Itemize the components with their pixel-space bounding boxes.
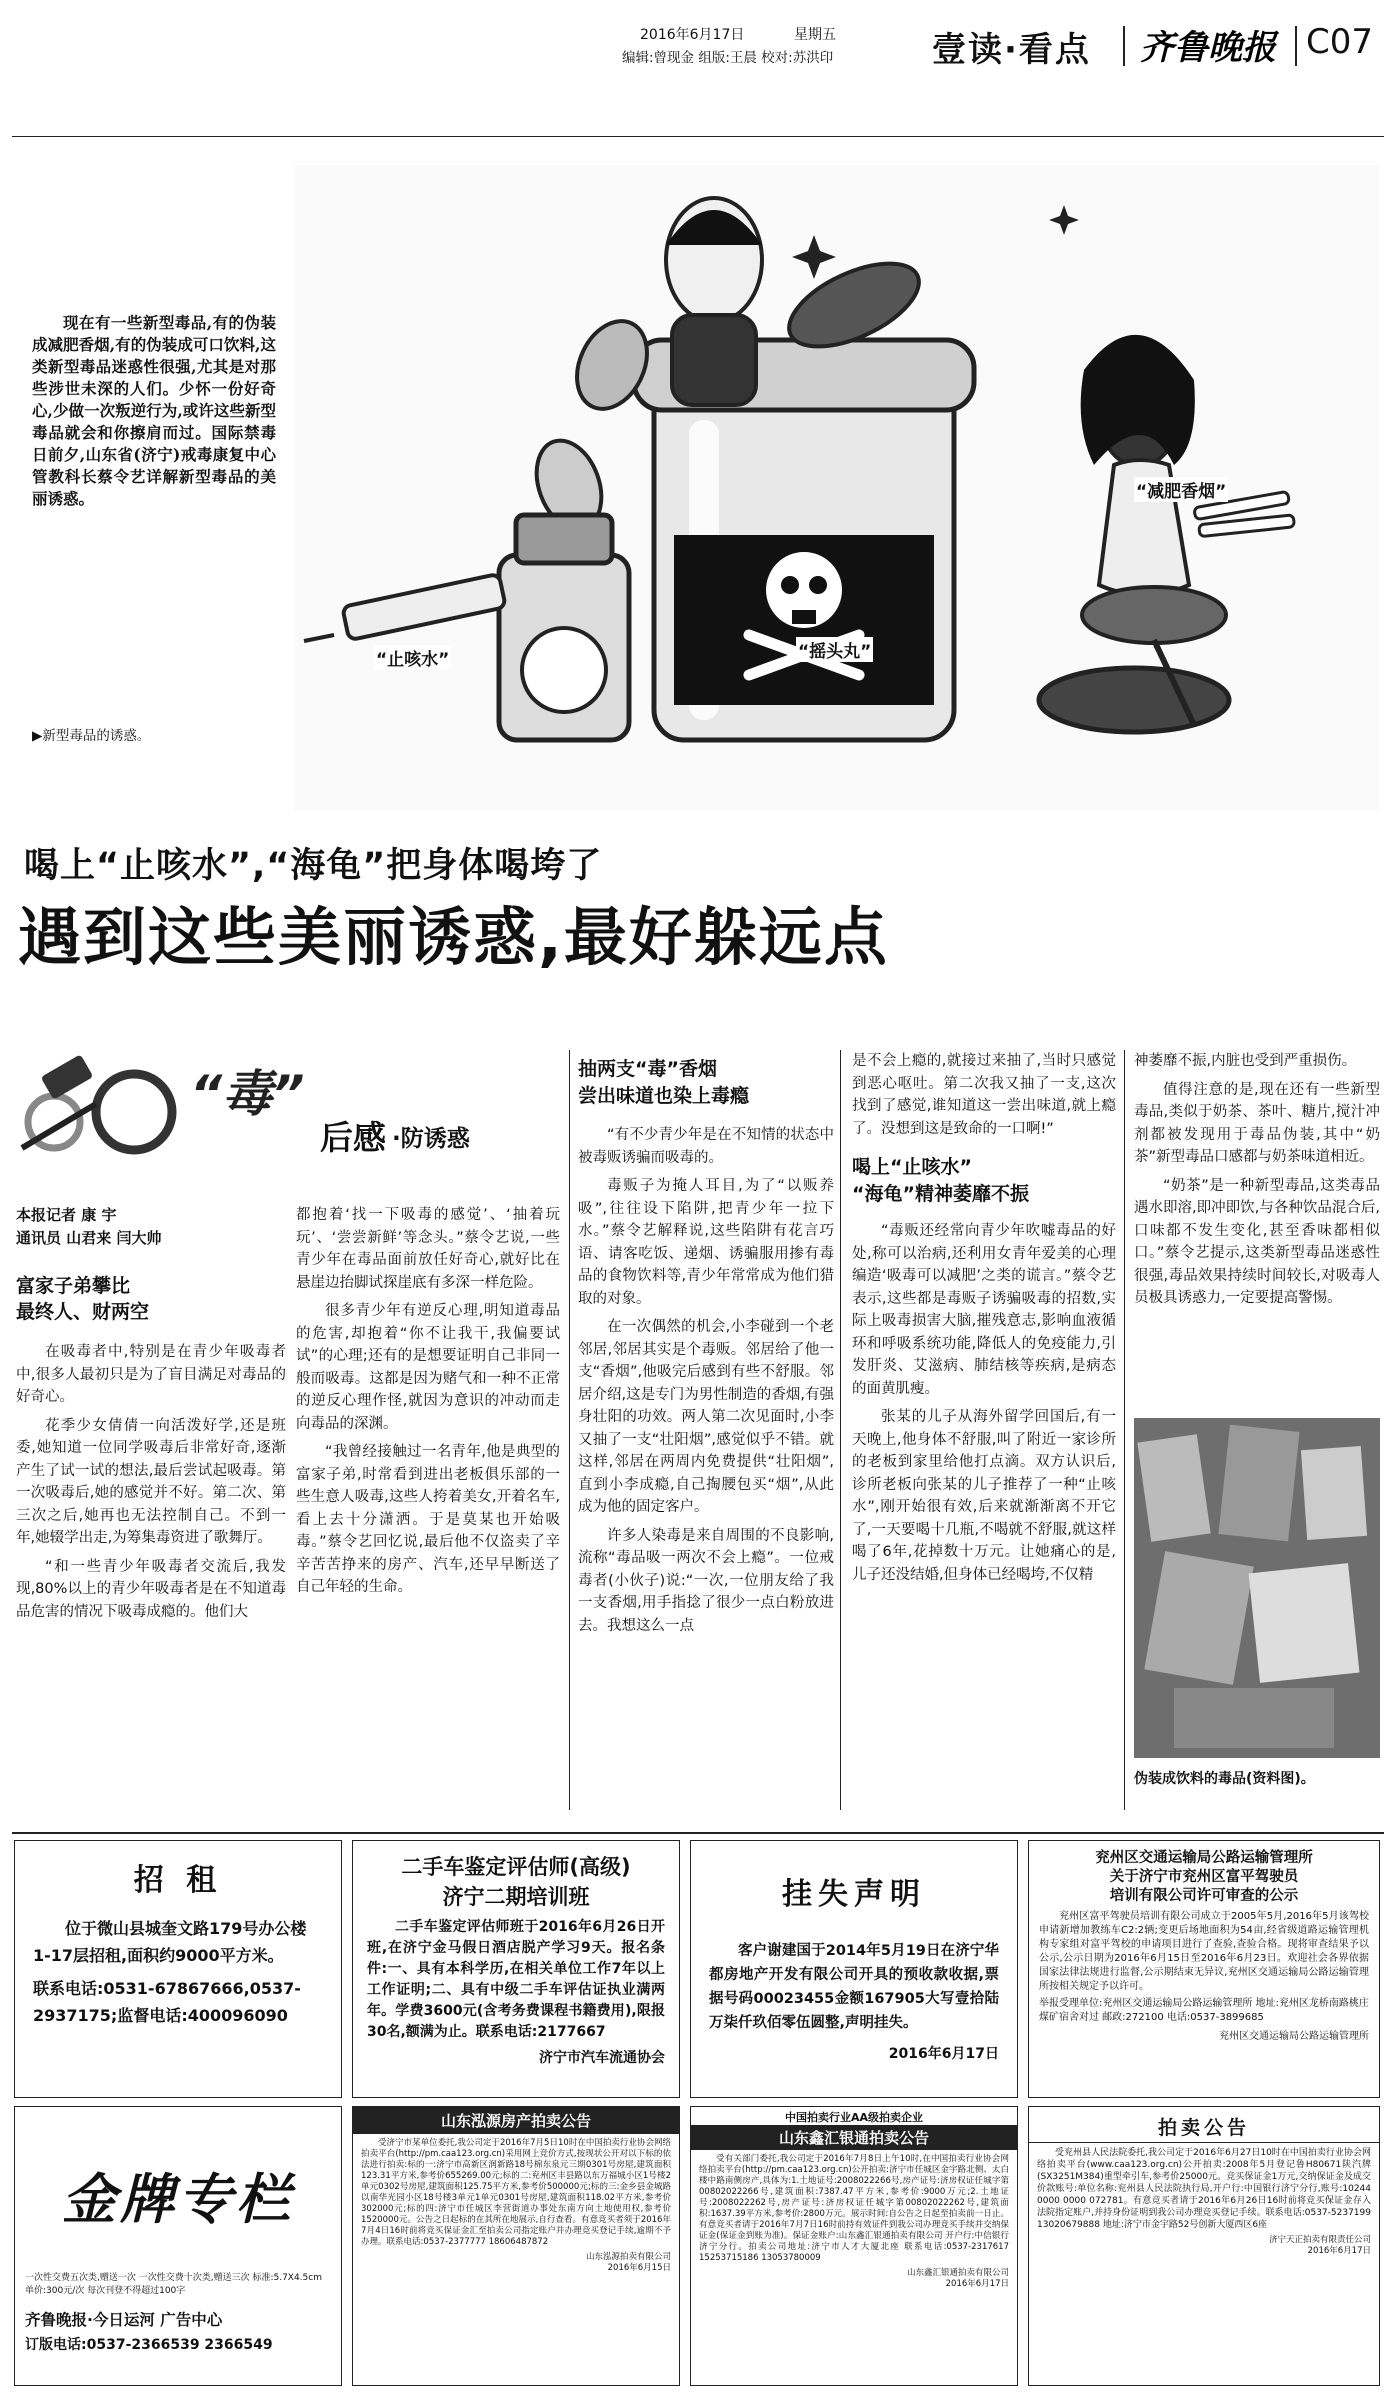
ad-gold-phone: 订版电话:0537-2366539 2366549	[25, 2337, 273, 2353]
ad-xinhui-title-small: 中国拍卖行业AA级拍卖企业	[784, 2111, 924, 2124]
column-divider	[569, 1050, 570, 1810]
subhead-3-line1: 喝上“止咳水”	[852, 1156, 972, 1178]
ad-license-title1: 兖州区交通运输局公路运输管理所	[1095, 1850, 1313, 1866]
ad-license-title2: 关于济宁市兖州区富平驾驶员	[1109, 1869, 1299, 1885]
article-column-3	[578, 1056, 834, 1637]
ad-loss-notice	[690, 1840, 1018, 2098]
paragraph: 很多青少年有逆反心理,明知道毒品的危害,却抱着“你不让我干,我偏要试试”的心理;还有的是想要证明自己非同一般而吸毒。这都是因为赌气和一种不正常的逆反心理作怪,就因为意识的冲动而走向毒品的深渊。	[296, 1303, 560, 1432]
ad-hongyuan-title: 山东泓源房产拍卖公告	[353, 2107, 679, 2134]
subhead-2-line2: 尝出味道也染上毒瘾	[578, 1085, 750, 1107]
column-divider	[1124, 1050, 1125, 1810]
article-column-2	[296, 1204, 560, 1599]
column-logo	[14, 1052, 554, 1172]
headline-kicker: 喝上“止咳水”,“海龟”把身体喝垮了	[24, 846, 603, 886]
ad-tianzheng-date: 2016年6月17日	[1307, 2246, 1371, 2256]
paragraph: 在吸毒者中,特别是在青少年吸毒者中,很多人最初只是为了盲目满足对毒品的好奇心。	[16, 1344, 286, 1405]
header-weekday: 星期五	[794, 27, 836, 43]
paragraph: 花季少女倩倩一向活泼好学,还是班委,她知道一位同学吸毒后非常好奇,逐渐产生了试一试的想法,最后尝试起吸毒。第一次吸毒后,她的感觉并不好。第二次、第三次之后,她再也无法控制自己。不到一年,她辍学出走,为筹集毒资进了歌舞厅。	[16, 1417, 286, 1546]
ad-gold-note: 一次性交费五次类,赠送一次 一次性交费十次类,赠送三次 标准:5.7X4.5cm 单价:300元/次 每次刊登不得超过100字	[25, 2273, 322, 2296]
label-diet-cigarette: “减肥香烟”	[1134, 477, 1228, 502]
header	[0, 0, 1395, 80]
headline-title: 遇到这些美丽诱惑,最好躲远点	[18, 901, 889, 974]
ad-xinhui-date: 2016年6月17日	[945, 2279, 1009, 2289]
paragraph: 张某的儿子从海外留学回国后,有一天晚上,他身体不舒服,叫了附近一家诊所的老板到家里给他打点滴。双方认识后,诊所老板向张某的儿子推荐了一种“止咳水”,刚开始很有效,后来就渐渐离不开它了,一天要喝十几瓶,不喝就不舒服,就这样喝了6年,花掉数十万元。让她痛心的是,儿子还没结婚,但身体已经喝垮,不仅精	[852, 1409, 1116, 1583]
ad-gold-column	[14, 2106, 342, 2386]
handcuffs-icon	[14, 1052, 184, 1172]
ad-license-body: 兖州区富平驾驶员培训有限公司成立于2005年5月,2016年5月该驾校申请新增加教练车C2:2辆;变更后场地面积为54亩,经省级道路运输管理机构专家组对富平驾校的申请项目进行了查验,查验合格。现将审查结果予以公示,公示日期为2016年6月15日至2016年6月23日。欢迎社会各界依据国家法律法规进行监督,公示期结束无异议,兖州区交通运输局公路运输管理所按相关规定予以许可。	[1039, 1911, 1369, 1992]
ad-training	[352, 1840, 680, 2098]
subhead-3-line2: “海龟”精神萎靡不振	[852, 1183, 1029, 1205]
subhead-1-line1: 富家子弟攀比	[16, 1275, 131, 1297]
ad-training-title2: 济宁二期培训班	[442, 1885, 590, 1909]
paragraph: 毒贩子为掩人耳目,为了“以贩养吸”,往往设下陷阱,把青少年一拉下水。”蔡令艺解释说,这些陷阱有花言巧语、请客吃饭、递烟、诱骗服用掺有毒品的食物饮料等,青少年常常成为他们猎取的对象。	[578, 1178, 834, 1307]
header-rule	[12, 136, 1384, 137]
paragraph: 许多人染毒是来自周围的不良影响,流称“毒品吸一两次不会上瘾”。一位戒毒者(小伙子)说:“一次,一位朋友给了我一支香烟,用手指捻了很少一点白粉放进去。我想这么一点	[578, 1527, 834, 1634]
column-logo-main: “毒”	[190, 1065, 305, 1123]
header-divider-2	[1295, 26, 1297, 66]
ads-top-rule	[12, 1832, 1384, 1834]
intro-text: 现在有一些新型毒品,有的伪装成减肥香烟,有的伪装成可口饮料,这类新型毒品迷惑性很强,尤其是对那些涉世未深的人们。少怀一份好奇心,少做一次叛逆行为,或许这些新型毒品就会和你擦肩而过。国际禁毒日前夕,山东省(济宁)戒毒康复中心管教科长蔡令艺详解新型毒品的美丽诱惑。	[32, 313, 276, 508]
paragraph: 都抱着‘找一下吸毒的感觉’、‘抽着玩玩’、‘尝尝新鲜’等念头。”蔡令艺说,一些青少年在毒品面前放任好奇心,就好比在悬崖边抬脚试探崖底有多深一样危险。	[296, 1207, 560, 1291]
column-logo-tail: ·防诱惑	[392, 1126, 470, 1152]
byline-correspondent: 通讯员 山君来 闫大帅	[16, 1228, 162, 1247]
ad-tianzheng-title: 拍卖公告	[1029, 2107, 1379, 2143]
ad-gold-org: 齐鲁晚报·今日运河 广告中心	[25, 2311, 223, 2329]
paragraph: “有不少青少年是在不知情的状态中被毒贩诱骗而吸毒的。	[578, 1127, 834, 1166]
article-column-1	[16, 1204, 286, 1623]
article-column-5	[1134, 1050, 1380, 1310]
ad-training-title1: 二手车鉴定评估师(高级)	[401, 1855, 631, 1879]
ad-loss-title: 挂失声明	[782, 1877, 926, 1912]
header-divider-1	[1123, 26, 1125, 66]
paragraph: “奶茶”是一种新型毒品,这类毒品遇水即溶,即冲即饮,与各种饮品混合后,口味都不发生变化,甚至香味都相似口。”蔡令艺提示,这类新型毒品迷惑性很强,毒品效果持续时间较长,对吸毒人员极具诱惑力,一定要提高警惕。	[1134, 1177, 1380, 1306]
paper-logo: 齐鲁晚报	[1140, 28, 1276, 68]
ad-xinhui-org: 山东鑫汇银通拍卖有限公司	[906, 2268, 1009, 2278]
paragraph: “和一些青少年吸毒者交流后,我发现,80%以上的青少年吸毒者是在不知道毒品危害的情况下吸毒成瘾的。他们大	[16, 1558, 286, 1620]
ad-hongyuan-org: 山东泓源拍卖有限公司	[585, 2252, 671, 2262]
header-date: 2016年6月17日	[640, 27, 745, 43]
paragraph: 在一次偶然的机会,小李碰到一个老邻居,邻居其实是个毒贩。邻居给了他一支“香烟”,他吸完后感到有些不舒服。邻居介绍,这是专门为男性制造的香烟,有强身壮阳的功效。两人第二次见面时,小李又抽了一支“壮阳烟”,感觉似乎不错。就这样,邻居在两周内免费提供“壮阳烟”,直到小李成瘾,自己掏腰包买“烟”,从此成为他的固定客户。	[578, 1319, 834, 1515]
paragraph: 是不会上瘾的,就接过来抽了,当时只感觉到恶心呕吐。第二次我又抽了一支,这次找到了感觉,谁知道这一尝出味道,就上瘾了。没想到这是致命的一口啊!”	[852, 1053, 1116, 1137]
photo-drawing	[1134, 1418, 1380, 1758]
ad-hongyuan-date: 2016年6月15日	[607, 2263, 671, 2273]
label-cough-syrup: “止咳水”	[374, 645, 451, 670]
paragraph: “我曾经接触过一名青年,他是典型的富家子弟,时常看到进出老板俱乐部的一些生意人吸毒,这些人挎着美女,开着名车,看上去十分潇洒。于是莫某也开始吸毒。”蔡令艺回忆说,最后他不仅盗卖了辛辛苦苦挣来的房产、汽车,还早早断送了自己年轻的生命。	[296, 1444, 560, 1595]
ad-rental	[14, 1840, 342, 2098]
ad-tianzheng-auction	[1028, 2106, 1380, 2386]
ad-loss-body: 客户谢建国于2014年5月19日在济宁华都房地产开发有限公司开具的预收款收据,票据号码00023455金额167905大写壹拾陆万柒仟玖佰零伍圆整,声明挂失。	[709, 1943, 999, 2031]
page-number: C07	[1306, 22, 1374, 62]
main-illustration	[294, 165, 1379, 810]
ad-rental-body: 位于微山县城奎文路179号办公楼1-17层招租,面积约9000平方米。	[33, 1919, 307, 1965]
ad-tianzheng-org: 济宁天正拍卖有限责任公司	[1268, 2235, 1371, 2245]
section-name: 壹读·看点	[932, 30, 1091, 70]
ad-license-notice	[1028, 1840, 1380, 2098]
ad-loss-date: 2016年6月17日	[888, 2046, 999, 2062]
ad-license-title3: 培训有限公司许可审查的公示	[1109, 1888, 1299, 1904]
byline-reporter: 本报记者 康 宇	[16, 1206, 117, 1224]
ad-training-org: 济宁市汽车流通协会	[539, 2050, 665, 2066]
ad-license-contact: 举报受理单位:兖州区交通运输局公路运输管理所 地址:兖州区龙桥南路桃庄煤矿宿舍对过 邮政:272100 电话:0537-3899685	[1039, 1998, 1369, 2023]
ad-rental-contact: 联系电话:0531-67867666,0537-2937175;监督电话:400096090	[33, 1979, 301, 2025]
ad-tianzheng-body: 受兖州县人民法院委托,我公司定于2016年6月27日10时在中国拍卖行业协会网络拍卖平台(www.caa123.org.cn)公开拍卖:2008年5月登记鲁H80671陕汽牌(SX3251M384)重型牵引车,参考价25000元。竞买保证金1万元,交纳保证金及成交价款账号:单位名称:兖州县人民法院执行局,开户行:中国银行济宁分行,账号:10244 0000 0000 072781。有意竞买者请于2016年6月26日16时前将竞买保证金存入法院指定账户,并持身份证明到我公司办理竞买登记手续。联系电话:0537-5237199 13020679888 地址:济宁市金宇路52号创新大厦西区6座	[1037, 2148, 1371, 2230]
article-column-4	[852, 1050, 1116, 1586]
ad-gold-logo: 金牌专栏	[62, 2167, 294, 2231]
subhead-2-line1: 抽两支“毒”香烟	[578, 1058, 717, 1080]
label-ecstasy: “摇头丸”	[796, 637, 873, 662]
drug-drinks-photo	[1134, 1418, 1380, 1758]
ad-xinhui-title: 山东鑫汇银通拍卖公告	[691, 2125, 1017, 2150]
column-logo-sub: 后感	[320, 1118, 386, 1157]
photo-caption: 伪装成饮料的毒品(资料图)。	[1134, 1771, 1315, 1787]
paragraph: 神萎靡不振,内脏也受到严重损伤。	[1134, 1053, 1357, 1069]
ad-hongyuan-auction	[352, 2106, 680, 2386]
ad-hongyuan-body: 受济宁市某单位委托,我公司定于2016年7月5日10时在中国拍卖行业协会网络拍卖平台(http://pm.caa123.org.cn)采用网上竞价方式,按现状公开对以下标的依法进行拍卖:标的一:济宁市高新区润新路18号棉东泉元三期0301号房屋,建筑面积123.31平方米,参考价655269.00元;标的二:兖州区丰县路以东万福城小区1号楼2单元0302号房屋,建筑面积125.75平方米,参考价500000元;标的三:金乡县金城路以南华光园小区18号楼3单元1单元0301号房屋,建筑面积118.02平方米,参考价302000元;标的四:济宁市任城区李营街道办事处东南方向土地使用权,参考价1520000元。公告之日起标的在其所在地展示,自行查看。有意竞买者须于2016年7月4日16时前将竞买保证金汇至拍卖公司指定账户并办理竞买登记手续,逾期不予办理。联系电话:0537-2377777 18606487872	[361, 2138, 671, 2247]
subhead-1-line2: 最终人、财两空	[16, 1301, 150, 1323]
paragraph: 值得注意的是,现在还有一些新型毒品,类似于奶茶、茶叶、糖片,搅汁冲剂都被发现用于毒品伪装,其中“奶茶”新型毒品口感都与奶茶味道相近。	[1134, 1081, 1380, 1165]
ad-xinhui-auction	[690, 2106, 1018, 2386]
header-editors: 编辑:曾现金 组版:王晨 校对:苏洪印	[622, 50, 834, 66]
ad-training-body: 二手车鉴定评估师班于2016年6月26日开班,在济宁金马假日酒店脱产学习9天。报名条件:一、具有本科学历,在相关单位工作7年以上工作证明;二、具有中级二手车评估证执业满两年。学费3600元(含考务费课程书籍费用),限报30名,额满为止。联系电话:2177667	[367, 1919, 665, 2040]
paragraph: “毒贩还经常向青少年吹嘘毒品的好处,称可以治病,还利用女青年爱美的心理编造‘吸毒可以减肥’之类的谎言。”蔡令艺表示,这些都是毒贩子诱骗吸毒的招数,实际上吸毒损害大脑,摧残意志,影响血液循环和呼吸系统功能,降低人的免疫能力,引发肝炎、艾滋病、肺结核等疾病,是病态的面黄肌瘦。	[852, 1223, 1116, 1397]
column-divider	[840, 1050, 841, 1810]
ad-xinhui-body: 受有关部门委托,我公司定于2016年7月8日上午10时,在中国拍卖行业协会网络拍卖平台(http://pm.caa123.org.cn)公开拍卖:济宁市任城区金宇路北侧、太白楼中路南侧房产,具体为:1.土地证号:2008022266号,房产证号:济房权证任城字第00802022266号,建筑面积:7387.47平方米,参考价:9000万元;2.土地证号:2008022262号,房产证号:济房权证任城字第00802022262号,建筑面积:1637.39平方米,参考价:2800万元。展示时间:自公告之日起至拍卖前一日止。有意竞买者请于2016年7月7日16时前持有效证件到我公司办理竞买手续并交纳保证金(保证金到账为准)。保证金账户:山东鑫汇银通拍卖有限公司 开户行:中信银行济宁分行。拍卖公司地址:济宁市人才大厦北座 联系电话:0537-2317617 15253715186 13053780009	[699, 2154, 1009, 2263]
ad-license-org: 兖州区交通运输局公路运输管理所	[1219, 2031, 1369, 2042]
illustration-caption: ▶新型毒品的诱惑。	[32, 728, 151, 744]
ad-rental-title: 招 租	[133, 1863, 223, 1898]
